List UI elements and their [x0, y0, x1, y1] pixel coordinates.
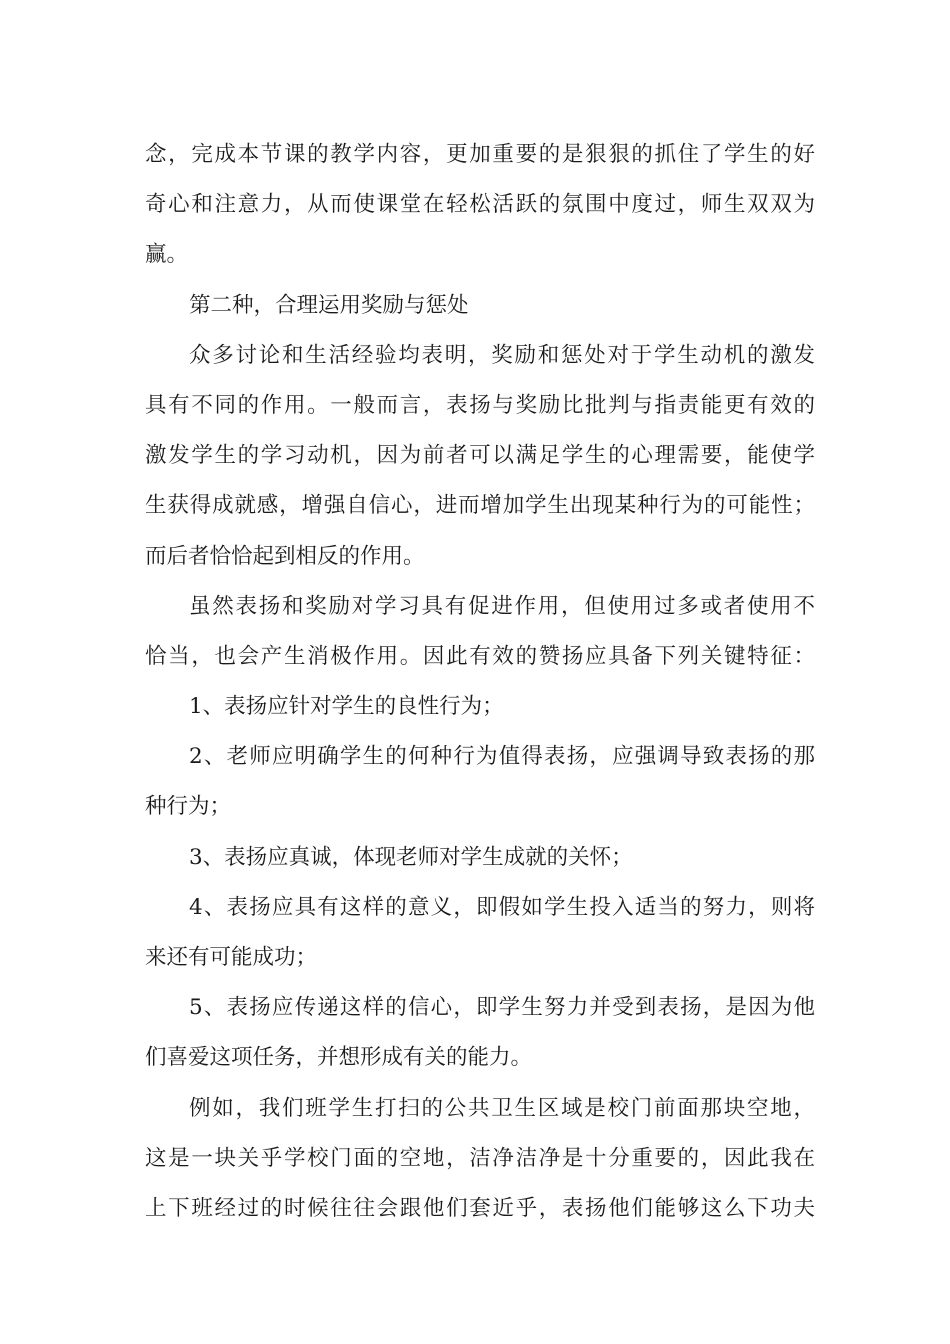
text-line: 生获得成就感，增强自信心，进而增加学生出现某种行为的可能性； [145, 493, 815, 519]
text-line: 具有不同的作用。一般而言，表扬与奖励比批判与指责能更有效的 [145, 392, 815, 418]
text-line: 奇心和注意力，从而使课堂在轻松活跃的氛围中度过，师生双双为 [145, 192, 815, 218]
text-line: 第二种，合理运用奖励与惩处 [189, 292, 469, 318]
text-line: 众多讨论和生活经验均表明，奖励和惩处对于学生动机的激发 [189, 342, 815, 368]
text-line: 虽然表扬和奖励对学习具有促进作用，但使用过多或者使用不 [189, 593, 815, 619]
text-line: 4、表扬应具有这样的意义，即假如学生投入适当的努力，则将 [189, 894, 815, 920]
document-body [145, 130, 815, 1234]
text-line: 而后者恰恰起到相反的作用。 [145, 543, 425, 569]
text-line: 恰当，也会产生消极作用。因此有效的赞扬应具备下列关键特征： [145, 643, 815, 669]
text-line: 念，完成本节课的教学内容，更加重要的是狠狠的抓住了学生的好 [145, 142, 815, 167]
text-line: 2、老师应明确学生的何种行为值得表扬，应强调导致表扬的那 [189, 744, 815, 770]
text-line: 们喜爱这项任务，并想形成有关的能力。 [145, 1045, 533, 1071]
text-line: 来还有可能成功； [145, 945, 318, 970]
text-line: 3、表扬应真诚，体现老师对学生成就的关怀； [189, 844, 633, 870]
text-line: 赢。 [145, 242, 189, 268]
text-line: 1、表扬应针对学生的良性行为； [189, 694, 504, 720]
text-line: 例如，我们班学生打扫的公共卫生区域是校门前面那块空地， [189, 1095, 815, 1121]
text-line: 激发学生的学习动机，因为前者可以满足学生的心理需要，能使学 [145, 443, 815, 469]
text-line: 这是一块关乎学校门面的空地，洁净洁净是十分重要的，因此我在 [145, 1145, 815, 1171]
text-line: 种行为； [145, 794, 232, 820]
text-line: 5、表扬应传递这样的信心，即学生努力并受到表扬，是因为他 [189, 995, 815, 1021]
text-line: 上下班经过的时候往往会跟他们套近乎，表扬他们能够这么下功夫 [145, 1195, 815, 1221]
